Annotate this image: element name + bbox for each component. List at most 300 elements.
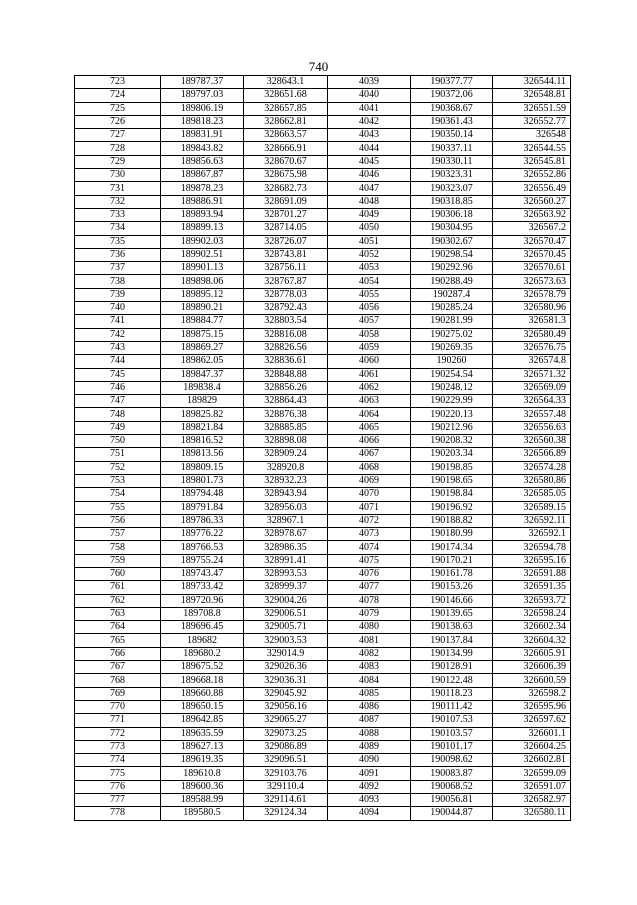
cell-point-number-left: 748: [75, 408, 161, 421]
cell-y-right: 326592.11: [493, 514, 571, 527]
table-row: [75, 794, 571, 807]
table-row: [75, 76, 571, 89]
cell-y-right: 326593.72: [493, 594, 571, 607]
cell-y-left: 329086.89: [244, 740, 328, 753]
cell-x-left: 189821.84: [161, 421, 244, 434]
cell-point-number-left: 732: [75, 195, 161, 208]
cell-y-right: 326560.27: [493, 195, 571, 208]
cell-point-number-left: 768: [75, 674, 161, 687]
cell-x-right: 190212.96: [411, 421, 493, 434]
cell-point-number-right: 4045: [328, 155, 411, 168]
cell-x-left: 189610.8: [161, 767, 244, 780]
cell-point-number-right: 4049: [328, 208, 411, 221]
cell-y-left: 329014.9: [244, 647, 328, 660]
cell-x-right: 190161.78: [411, 567, 493, 580]
cell-point-number-right: 4086: [328, 700, 411, 713]
cell-x-right: 190323.31: [411, 169, 493, 182]
cell-x-right: 190198.84: [411, 488, 493, 501]
cell-x-left: 189794.48: [161, 488, 244, 501]
table-row: [75, 262, 571, 275]
cell-x-left: 189875.15: [161, 328, 244, 341]
cell-y-right: 326552.86: [493, 169, 571, 182]
cell-y-right: 326557.48: [493, 408, 571, 421]
cell-y-right: 326602.34: [493, 621, 571, 634]
cell-y-right: 326552.77: [493, 115, 571, 128]
cell-x-left: 189680.2: [161, 647, 244, 660]
cell-x-left: 189642.85: [161, 714, 244, 727]
cell-point-number-right: 4092: [328, 780, 411, 793]
cell-point-number-right: 4091: [328, 767, 411, 780]
table-row: [75, 448, 571, 461]
cell-point-number-left: 723: [75, 76, 161, 89]
cell-x-right: 190174.34: [411, 541, 493, 554]
cell-point-number-right: 4078: [328, 594, 411, 607]
cell-y-left: 328743.81: [244, 248, 328, 261]
cell-point-number-left: 765: [75, 634, 161, 647]
cell-point-number-left: 745: [75, 368, 161, 381]
cell-x-left: 189797.03: [161, 89, 244, 102]
cell-point-number-right: 4039: [328, 76, 411, 89]
cell-point-number-right: 4083: [328, 661, 411, 674]
cell-point-number-left: 735: [75, 235, 161, 248]
cell-point-number-right: 4063: [328, 395, 411, 408]
cell-point-number-right: 4062: [328, 381, 411, 394]
cell-y-right: 326544.11: [493, 76, 571, 89]
cell-point-number-left: 769: [75, 687, 161, 700]
cell-y-left: 329124.34: [244, 807, 328, 820]
cell-point-number-left: 750: [75, 435, 161, 448]
table-row: [75, 754, 571, 767]
cell-y-right: 326560.38: [493, 435, 571, 448]
cell-point-number-left: 730: [75, 169, 161, 182]
cell-point-number-right: 4066: [328, 435, 411, 448]
cell-point-number-left: 725: [75, 102, 161, 115]
cell-x-left: 189682: [161, 634, 244, 647]
cell-x-left: 189856.63: [161, 155, 244, 168]
cell-x-left: 189902.51: [161, 248, 244, 261]
cell-x-left: 189878.23: [161, 182, 244, 195]
cell-y-right: 326599.09: [493, 767, 571, 780]
table-row: [75, 248, 571, 261]
cell-x-right: 190137.84: [411, 634, 493, 647]
cell-point-number-left: 742: [75, 328, 161, 341]
cell-y-right: 326600.59: [493, 674, 571, 687]
cell-point-number-right: 4072: [328, 514, 411, 527]
cell-x-left: 189660.88: [161, 687, 244, 700]
cell-y-right: 326556.63: [493, 421, 571, 434]
cell-x-right: 190318.85: [411, 195, 493, 208]
cell-point-number-left: 738: [75, 275, 161, 288]
cell-x-left: 189588.99: [161, 794, 244, 807]
cell-y-right: 326591.88: [493, 567, 571, 580]
cell-y-right: 326564.33: [493, 395, 571, 408]
cell-y-left: 328726.07: [244, 235, 328, 248]
cell-x-left: 189627.13: [161, 740, 244, 753]
cell-y-left: 329056.16: [244, 700, 328, 713]
cell-x-right: 190188.82: [411, 514, 493, 527]
cell-x-left: 189899.13: [161, 222, 244, 235]
cell-x-left: 189650.15: [161, 700, 244, 713]
cell-x-left: 189743.47: [161, 567, 244, 580]
table-row: [75, 727, 571, 740]
cell-x-right: 190198.65: [411, 474, 493, 487]
cell-point-number-right: 4050: [328, 222, 411, 235]
table-row: [75, 129, 571, 142]
table-row: [75, 328, 571, 341]
table-row: [75, 222, 571, 235]
cell-point-number-left: 760: [75, 567, 161, 580]
cell-y-left: 329003.53: [244, 634, 328, 647]
cell-point-number-right: 4090: [328, 754, 411, 767]
cell-x-right: 190138.63: [411, 621, 493, 634]
cell-x-left: 189890.21: [161, 302, 244, 315]
cell-x-left: 189809.15: [161, 461, 244, 474]
cell-y-left: 329045.92: [244, 687, 328, 700]
cell-point-number-right: 4089: [328, 740, 411, 753]
cell-y-right: 326595.16: [493, 554, 571, 567]
cell-point-number-left: 741: [75, 315, 161, 328]
table-row: [75, 182, 571, 195]
cell-y-left: 328898.08: [244, 435, 328, 448]
cell-y-left: 328714.05: [244, 222, 328, 235]
cell-y-left: 328991.41: [244, 554, 328, 567]
cell-x-right: 190111.42: [411, 700, 493, 713]
table-row: [75, 647, 571, 660]
cell-point-number-left: 754: [75, 488, 161, 501]
cell-point-number-left: 756: [75, 514, 161, 527]
cell-y-left: 328909.24: [244, 448, 328, 461]
cell-x-left: 189635.59: [161, 727, 244, 740]
cell-y-right: 326585.05: [493, 488, 571, 501]
cell-point-number-right: 4042: [328, 115, 411, 128]
cell-point-number-right: 4070: [328, 488, 411, 501]
cell-x-right: 190180.99: [411, 528, 493, 541]
cell-point-number-left: 764: [75, 621, 161, 634]
cell-y-right: 326581.3: [493, 315, 571, 328]
cell-y-right: 326573.63: [493, 275, 571, 288]
cell-point-number-right: 4075: [328, 554, 411, 567]
cell-y-left: 328675.98: [244, 169, 328, 182]
table-row: [75, 661, 571, 674]
cell-x-right: 190248.12: [411, 381, 493, 394]
cell-point-number-left: 758: [75, 541, 161, 554]
cell-x-left: 189862.05: [161, 355, 244, 368]
cell-y-left: 329073.25: [244, 727, 328, 740]
cell-x-right: 190350.14: [411, 129, 493, 142]
cell-y-left: 328876.38: [244, 408, 328, 421]
cell-x-left: 189838.4: [161, 381, 244, 394]
table-row: [75, 714, 571, 727]
cell-y-left: 329036.31: [244, 674, 328, 687]
cell-y-left: 329006.51: [244, 607, 328, 620]
cell-y-right: 326548.81: [493, 89, 571, 102]
cell-x-right: 190068.52: [411, 780, 493, 793]
cell-point-number-left: 744: [75, 355, 161, 368]
table-row: [75, 488, 571, 501]
cell-point-number-left: 755: [75, 501, 161, 514]
cell-x-right: 190287.4: [411, 288, 493, 301]
cell-x-right: 190044.87: [411, 807, 493, 820]
cell-y-left: 328864.43: [244, 395, 328, 408]
cell-x-right: 190304.95: [411, 222, 493, 235]
cell-point-number-right: 4081: [328, 634, 411, 647]
cell-x-left: 189720.96: [161, 594, 244, 607]
cell-x-left: 189843.82: [161, 142, 244, 155]
cell-y-right: 326563.92: [493, 208, 571, 221]
cell-x-left: 189895.12: [161, 288, 244, 301]
cell-y-right: 326545.81: [493, 155, 571, 168]
table-row: [75, 674, 571, 687]
cell-x-right: 190323.07: [411, 182, 493, 195]
cell-point-number-left: 777: [75, 794, 161, 807]
table-row: [75, 421, 571, 434]
cell-y-left: 328986.35: [244, 541, 328, 554]
table-row: [75, 767, 571, 780]
table-row: [75, 275, 571, 288]
cell-y-right: 326556.49: [493, 182, 571, 195]
cell-point-number-right: 4040: [328, 89, 411, 102]
cell-x-left: 189776.22: [161, 528, 244, 541]
cell-point-number-right: 4071: [328, 501, 411, 514]
cell-y-right: 326566.89: [493, 448, 571, 461]
cell-x-left: 189791.84: [161, 501, 244, 514]
cell-point-number-right: 4053: [328, 262, 411, 275]
cell-point-number-right: 4051: [328, 235, 411, 248]
cell-y-left: 328943.94: [244, 488, 328, 501]
cell-y-left: 328651.68: [244, 89, 328, 102]
cell-y-left: 328848.88: [244, 368, 328, 381]
cell-point-number-left: 759: [75, 554, 161, 567]
table-row: [75, 302, 571, 315]
table-row: [75, 341, 571, 354]
cell-point-number-left: 753: [75, 474, 161, 487]
cell-x-left: 189801.73: [161, 474, 244, 487]
cell-x-right: 190101.17: [411, 740, 493, 753]
cell-y-left: 328701.27: [244, 208, 328, 221]
cell-y-left: 328816.08: [244, 328, 328, 341]
cell-y-left: 328885.85: [244, 421, 328, 434]
cell-x-right: 190306.18: [411, 208, 493, 221]
cell-x-right: 190229.99: [411, 395, 493, 408]
cell-y-right: 326589.15: [493, 501, 571, 514]
cell-point-number-left: 726: [75, 115, 161, 128]
cell-point-number-right: 4064: [328, 408, 411, 421]
cell-x-left: 189898.06: [161, 275, 244, 288]
cell-x-left: 189813.56: [161, 448, 244, 461]
table-row: [75, 395, 571, 408]
cell-y-left: 328967.1: [244, 514, 328, 527]
cell-point-number-right: 4087: [328, 714, 411, 727]
cell-x-right: 190285.24: [411, 302, 493, 315]
table-row: [75, 461, 571, 474]
cell-x-right: 190292.96: [411, 262, 493, 275]
cell-y-right: 326598.24: [493, 607, 571, 620]
cell-x-right: 190372.06: [411, 89, 493, 102]
cell-y-left: 328666.91: [244, 142, 328, 155]
cell-point-number-right: 4047: [328, 182, 411, 195]
cell-y-right: 326591.35: [493, 581, 571, 594]
table-row: [75, 567, 571, 580]
cell-x-left: 189831.91: [161, 129, 244, 142]
cell-point-number-left: 773: [75, 740, 161, 753]
cell-y-left: 328767.87: [244, 275, 328, 288]
cell-y-right: 326602.81: [493, 754, 571, 767]
cell-x-right: 190275.02: [411, 328, 493, 341]
table-row: [75, 554, 571, 567]
cell-y-right: 326606.39: [493, 661, 571, 674]
table-row: [75, 142, 571, 155]
cell-x-left: 189786.33: [161, 514, 244, 527]
cell-y-right: 326567.2: [493, 222, 571, 235]
table-row: [75, 102, 571, 115]
cell-point-number-left: 734: [75, 222, 161, 235]
cell-point-number-left: 747: [75, 395, 161, 408]
cell-x-right: 190134.99: [411, 647, 493, 660]
table-row: [75, 355, 571, 368]
cell-point-number-right: 4080: [328, 621, 411, 634]
cell-x-right: 190254.54: [411, 368, 493, 381]
cell-point-number-right: 4068: [328, 461, 411, 474]
cell-y-right: 326580.49: [493, 328, 571, 341]
page-number: 740: [308, 59, 329, 74]
cell-y-left: 329026.36: [244, 661, 328, 674]
cell-point-number-right: 4074: [328, 541, 411, 554]
table-row: [75, 115, 571, 128]
cell-y-right: 326580.96: [493, 302, 571, 315]
cell-x-right: 190122.48: [411, 674, 493, 687]
cell-point-number-left: 736: [75, 248, 161, 261]
cell-x-left: 189766.53: [161, 541, 244, 554]
cell-y-right: 326580.86: [493, 474, 571, 487]
cell-point-number-left: 737: [75, 262, 161, 275]
cell-x-right: 190083.87: [411, 767, 493, 780]
coordinates-table: [74, 75, 571, 821]
table-row: [75, 288, 571, 301]
cell-y-right: 326582.97: [493, 794, 571, 807]
cell-y-left: 328993.53: [244, 567, 328, 580]
cell-point-number-right: 4056: [328, 302, 411, 315]
cell-point-number-right: 4082: [328, 647, 411, 660]
cell-y-left: 328803.54: [244, 315, 328, 328]
cell-y-left: 329004.26: [244, 594, 328, 607]
table-row: [75, 740, 571, 753]
cell-point-number-left: 751: [75, 448, 161, 461]
cell-x-right: 190107.53: [411, 714, 493, 727]
cell-y-left: 328778.03: [244, 288, 328, 301]
table-row: [75, 634, 571, 647]
cell-y-left: 328691.09: [244, 195, 328, 208]
table-row: [75, 381, 571, 394]
cell-point-number-left: 776: [75, 780, 161, 793]
table-row: [75, 541, 571, 554]
table-row: [75, 208, 571, 221]
cell-x-right: 190196.92: [411, 501, 493, 514]
cell-x-right: 190146.66: [411, 594, 493, 607]
cell-point-number-left: 763: [75, 607, 161, 620]
cell-y-left: 329065.27: [244, 714, 328, 727]
cell-x-right: 190170.21: [411, 554, 493, 567]
table-row: [75, 89, 571, 102]
table-row: [75, 169, 571, 182]
cell-y-right: 326591.07: [493, 780, 571, 793]
cell-y-left: 328792.43: [244, 302, 328, 315]
table-row: [75, 474, 571, 487]
cell-x-left: 189901.13: [161, 262, 244, 275]
cell-y-right: 326592.1: [493, 528, 571, 541]
cell-y-right: 326597.62: [493, 714, 571, 727]
cell-x-left: 189733.42: [161, 581, 244, 594]
cell-point-number-right: 4069: [328, 474, 411, 487]
cell-x-right: 190377.77: [411, 76, 493, 89]
cell-x-left: 189708.8: [161, 607, 244, 620]
cell-y-left: 328682.73: [244, 182, 328, 195]
table-row: [75, 435, 571, 448]
cell-point-number-right: 4077: [328, 581, 411, 594]
table-row: [75, 581, 571, 594]
cell-y-right: 326570.61: [493, 262, 571, 275]
table-row: [75, 700, 571, 713]
cell-point-number-left: 771: [75, 714, 161, 727]
cell-x-left: 189884.77: [161, 315, 244, 328]
cell-point-number-left: 739: [75, 288, 161, 301]
cell-point-number-left: 746: [75, 381, 161, 394]
cell-x-left: 189580.5: [161, 807, 244, 820]
cell-y-right: 326598.2: [493, 687, 571, 700]
cell-x-right: 190098.62: [411, 754, 493, 767]
cell-point-number-left: 740: [75, 302, 161, 315]
cell-y-left: 328670.67: [244, 155, 328, 168]
table-row: [75, 780, 571, 793]
cell-point-number-right: 4059: [328, 341, 411, 354]
cell-x-left: 189696.45: [161, 621, 244, 634]
cell-x-right: 190281.99: [411, 315, 493, 328]
cell-y-right: 326570.45: [493, 248, 571, 261]
cell-y-left: 329110.4: [244, 780, 328, 793]
cell-point-number-left: 731: [75, 182, 161, 195]
cell-x-right: 190103.57: [411, 727, 493, 740]
table-row: [75, 195, 571, 208]
cell-x-right: 190361.43: [411, 115, 493, 128]
table-row: [75, 687, 571, 700]
table-row: [75, 368, 571, 381]
cell-point-number-left: 743: [75, 341, 161, 354]
cell-point-number-left: 749: [75, 421, 161, 434]
cell-y-left: 328856.26: [244, 381, 328, 394]
cell-x-left: 189886.91: [161, 195, 244, 208]
cell-point-number-left: 761: [75, 581, 161, 594]
cell-y-right: 326605.91: [493, 647, 571, 660]
cell-x-left: 189806.19: [161, 102, 244, 115]
cell-x-left: 189902.03: [161, 235, 244, 248]
cell-x-left: 189787.37: [161, 76, 244, 89]
table-row: [75, 501, 571, 514]
cell-y-left: 329005.71: [244, 621, 328, 634]
cell-y-right: 326574.28: [493, 461, 571, 474]
cell-point-number-right: 4065: [328, 421, 411, 434]
cell-x-left: 189619.35: [161, 754, 244, 767]
cell-point-number-left: 733: [75, 208, 161, 221]
cell-point-number-left: 724: [75, 89, 161, 102]
cell-y-right: 326569.09: [493, 381, 571, 394]
cell-x-right: 190208.32: [411, 435, 493, 448]
cell-point-number-left: 772: [75, 727, 161, 740]
cell-y-left: 328932.23: [244, 474, 328, 487]
cell-y-left: 328956.03: [244, 501, 328, 514]
cell-x-left: 189869.27: [161, 341, 244, 354]
cell-y-right: 326544.55: [493, 142, 571, 155]
cell-y-left: 328826.56: [244, 341, 328, 354]
cell-point-number-right: 4048: [328, 195, 411, 208]
